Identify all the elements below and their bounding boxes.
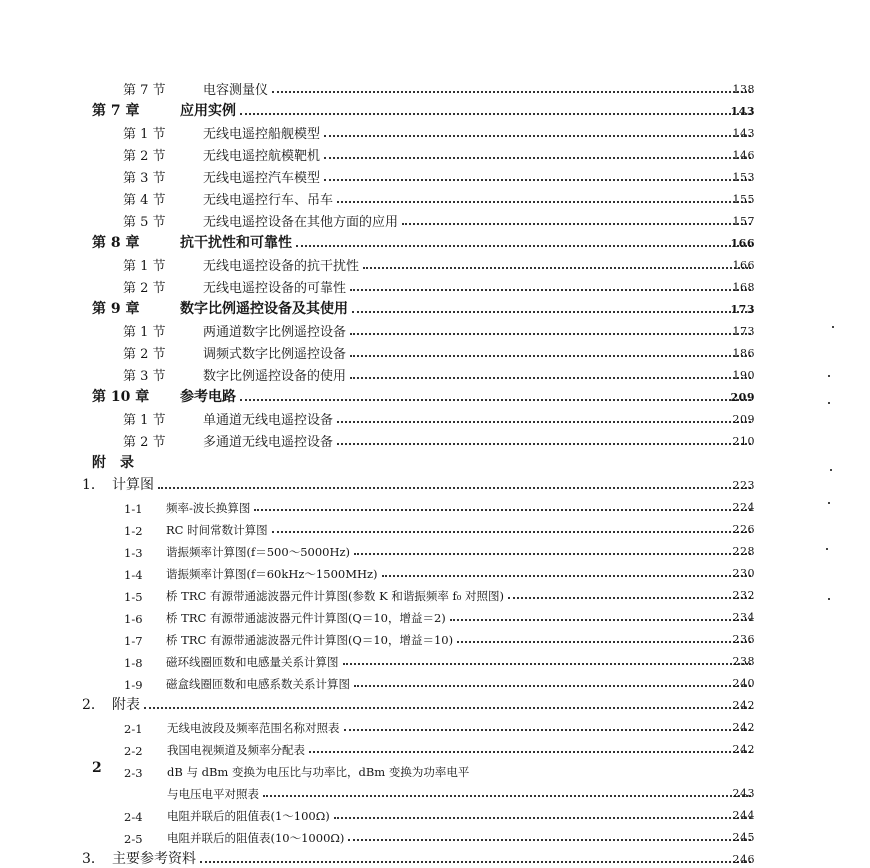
toc-row-section <box>0 186 870 208</box>
toc-entry-title: 抗干扰性和可靠性 <box>180 235 292 251</box>
toc-entry-label: 1-9 <box>124 678 143 692</box>
toc-row-section <box>0 428 870 450</box>
toc-entry-page: 223 <box>732 479 755 492</box>
toc-entry-title: 谐振频率计算图(f＝500～5000Hz) <box>166 545 351 559</box>
toc-entry-title: 参考电路 <box>180 389 236 405</box>
scan-speck <box>832 326 834 328</box>
toc-entry-page: 209 <box>732 413 755 426</box>
toc-row-item2 <box>0 714 870 736</box>
toc-entry-page: 155 <box>732 193 755 206</box>
toc-entry-label: 第 1 节 <box>123 325 166 340</box>
dot-leader <box>354 684 751 687</box>
toc-entry-label: 第 2 节 <box>123 149 166 164</box>
toc-entry-label: 第 4 节 <box>123 193 166 208</box>
toc-row-item2 <box>0 758 870 780</box>
toc-row-section <box>0 142 870 164</box>
toc-entry-page: 157 <box>732 215 755 228</box>
dot-leader <box>263 794 751 797</box>
dot-leader <box>350 354 751 357</box>
toc-row-item <box>0 494 870 516</box>
toc-entry-title: 电阻并联后的阻值表(10～1000Ω) <box>167 831 345 845</box>
dot-leader <box>382 574 751 577</box>
toc-row-item2 <box>0 736 870 758</box>
dot-leader <box>350 332 751 335</box>
scan-speck <box>830 469 832 471</box>
scan-speck <box>828 375 830 377</box>
toc-entry-title: 桥 TRC 有源带通滤波器元件计算图(Q＝10，增益＝2) <box>166 611 446 625</box>
dot-leader <box>337 420 751 423</box>
toc-entry-label: 1-2 <box>124 524 143 538</box>
dot-leader <box>457 640 751 643</box>
toc-entry-page: 143 <box>732 127 755 140</box>
toc-row-item <box>0 648 870 670</box>
toc-row-chapter <box>0 296 870 318</box>
toc-entry-label: 第 1 节 <box>123 413 166 428</box>
toc-entry-title: 无线电遥控船舰模型 <box>203 127 321 142</box>
toc-row-chapter <box>0 98 870 120</box>
toc-row-item <box>0 670 870 692</box>
toc-entry-label: 第 7 节 <box>123 83 166 98</box>
dot-leader <box>337 442 751 445</box>
toc-entry-label: 1． <box>82 477 105 493</box>
toc-row-item <box>0 538 870 560</box>
toc-entry-page: 236 <box>732 633 755 646</box>
dot-leader <box>272 90 751 93</box>
toc-entry-title: 数字比例遥控设备及其使用 <box>180 301 348 317</box>
toc-row-section <box>0 406 870 428</box>
toc-entry-title: 磁盒线圈匝数和电感系数关系计算图 <box>166 677 350 691</box>
toc-entry-label: 1-7 <box>124 634 143 648</box>
toc-entry-title: 频率-波长换算图 <box>166 501 251 515</box>
toc-row-section <box>0 120 870 142</box>
toc-entry-page: 209 <box>730 391 755 404</box>
dot-leader <box>240 398 751 401</box>
toc-row-section <box>0 318 870 340</box>
toc-row-part <box>0 472 870 494</box>
toc-entry-page: 173 <box>732 325 755 338</box>
toc-entry-title: 主要参考资料 <box>112 851 196 867</box>
toc-entry-page: 245 <box>732 831 755 844</box>
toc-entry-label: 第 1 节 <box>123 127 166 142</box>
toc-entry-label: 第 7 章 <box>92 103 140 119</box>
toc-entry-label: 第 5 节 <box>123 215 166 230</box>
toc-entry-page: 190 <box>732 369 755 382</box>
table-of-contents <box>0 76 870 868</box>
toc-entry-page: 166 <box>730 237 755 250</box>
toc-entry-page: 226 <box>732 523 755 536</box>
toc-entry-title: 无线电遥控航模靶机 <box>203 149 321 164</box>
toc-row-chapter <box>0 384 870 406</box>
dot-leader <box>240 112 751 115</box>
toc-entry-title: 应用实例 <box>180 103 236 119</box>
dot-leader <box>350 288 751 291</box>
toc-entry-title: 无线电遥控行车、吊车 <box>203 193 334 208</box>
toc-row-section <box>0 76 870 98</box>
toc-entry-label: 第 8 章 <box>92 235 140 251</box>
toc-entry-label: 1-6 <box>124 612 143 626</box>
toc-entry-label: 2-1 <box>124 722 143 736</box>
toc-entry-page: 242 <box>732 721 755 734</box>
toc-entry-page: 240 <box>732 677 755 690</box>
toc-entry-title: 两通道数字比例遥控设备 <box>203 325 347 340</box>
dot-leader <box>254 508 751 511</box>
toc-entry-title: 计算图 <box>112 477 154 493</box>
toc-row-item <box>0 516 870 538</box>
toc-entry-title: 我国电视频道及频率分配表 <box>167 743 305 757</box>
toc-entry-title: 无线电遥控设备的抗干扰性 <box>203 259 360 274</box>
toc-entry-page: 173 <box>730 303 755 316</box>
toc-entry-title: 与电压电平对照表 <box>167 787 259 801</box>
toc-entry-page: 166 <box>732 259 755 272</box>
page-number: 2 <box>92 760 102 776</box>
scan-speck <box>828 502 830 504</box>
toc-entry-label: 1-1 <box>124 502 143 516</box>
toc-row-item2 <box>0 824 870 846</box>
dot-leader <box>272 530 751 533</box>
toc-entry-page: 143 <box>730 105 755 118</box>
toc-entry-label: 第 9 章 <box>92 301 140 317</box>
toc-entry-title: 无线电遥控设备的可靠性 <box>203 281 347 296</box>
dot-leader <box>450 618 751 621</box>
dot-leader <box>343 662 752 665</box>
toc-entry-page: 230 <box>732 567 755 580</box>
toc-row-part <box>0 692 870 714</box>
toc-entry-title: RC 时间常数计算图 <box>166 523 268 537</box>
toc-entry-page: 246 <box>732 853 755 866</box>
toc-entry-page: 146 <box>732 149 755 162</box>
toc-entry-title: 电阻并联后的阻值表(1～100Ω) <box>167 809 330 823</box>
dot-leader <box>344 728 752 731</box>
toc-row-chapter <box>0 230 870 252</box>
toc-entry-label: 2-4 <box>124 810 143 824</box>
toc-row-section <box>0 340 870 362</box>
toc-entry-label: 2． <box>82 697 105 713</box>
toc-row-item <box>0 560 870 582</box>
toc-entry-title: 谐振频率计算图(f＝60kHz～1500MHz) <box>166 567 378 581</box>
toc-entry-label: 第 3 节 <box>123 369 166 384</box>
toc-entry-label: 1-4 <box>124 568 143 582</box>
dot-leader <box>324 134 751 137</box>
toc-entry-page: 244 <box>732 809 755 822</box>
toc-entry-page: 232 <box>732 589 755 602</box>
toc-row-part <box>0 846 870 868</box>
toc-entry-label: 2-3 <box>124 766 143 780</box>
toc-row-section <box>0 362 870 384</box>
scan-speck <box>828 598 830 600</box>
toc-row-section <box>0 274 870 296</box>
scan-speck <box>828 402 830 404</box>
toc-entry-title: 无线电遥控汽车模型 <box>203 171 321 186</box>
dot-leader <box>324 178 751 181</box>
dot-leader <box>334 816 751 819</box>
toc-row-section <box>0 208 870 230</box>
toc-row-section <box>0 164 870 186</box>
toc-entry-page: 234 <box>732 611 755 624</box>
toc-entry-page: 243 <box>732 787 755 800</box>
toc-entry-label: 第 2 节 <box>123 281 166 296</box>
toc-entry-label: 第 1 节 <box>123 259 166 274</box>
toc-entry-label: 第 2 节 <box>123 347 166 362</box>
toc-entry-title: 无线电波段及频率范围名称对照表 <box>167 721 340 735</box>
toc-row-item2 <box>0 802 870 824</box>
toc-entry-page: 242 <box>732 699 755 712</box>
dot-leader <box>158 486 751 489</box>
toc-entry-title: 桥 TRC 有源带通滤波器元件计算图(Q＝10，增益＝10) <box>166 633 454 647</box>
toc-row-cont <box>0 780 870 802</box>
dot-leader <box>352 310 751 313</box>
toc-entry-label: 2-2 <box>124 744 143 758</box>
dot-leader <box>402 222 751 225</box>
toc-entry-title: dB 与 dBm 变换为电压比与功率比，dBm 变换为功率电平 <box>167 765 470 779</box>
dot-leader <box>348 838 751 841</box>
toc-entry-page: 242 <box>732 743 755 756</box>
toc-entry-title: 多通道无线电遥控设备 <box>203 435 334 450</box>
toc-row-item <box>0 604 870 626</box>
dot-leader <box>354 552 751 555</box>
dot-leader <box>309 750 751 753</box>
toc-entry-label: 第 10 章 <box>92 389 150 405</box>
toc-entry-label: 1-5 <box>124 590 143 604</box>
dot-leader <box>200 860 751 863</box>
toc-entry-title: 附表 <box>112 697 140 713</box>
toc-row-section <box>0 252 870 274</box>
toc-row-item <box>0 626 870 648</box>
toc-entry-title: 电容测量仪 <box>203 83 269 98</box>
toc-entry-title: 调频式数字比例遥控设备 <box>203 347 347 362</box>
toc-entry-label: 1-3 <box>124 546 143 560</box>
dot-leader <box>350 376 751 379</box>
dot-leader <box>508 596 751 599</box>
toc-entry-label: 3． <box>82 851 105 867</box>
toc-entry-label: 2-5 <box>124 832 143 846</box>
toc-entry-page: 238 <box>732 655 755 668</box>
dot-leader <box>363 266 751 269</box>
toc-entry-page: 228 <box>732 545 755 558</box>
toc-entry-label: 第 2 节 <box>123 435 166 450</box>
toc-row-head <box>0 450 870 472</box>
toc-entry-title: 无线电遥控设备在其他方面的应用 <box>203 215 399 230</box>
toc-entry-title: 附 录 <box>92 455 134 471</box>
toc-entry-title: 磁环线圈匝数和电感量关系计算图 <box>166 655 339 669</box>
dot-leader <box>144 706 751 709</box>
toc-entry-title: 桥 TRC 有源带通滤波器元件计算图(参数 K 和谐振频率 f₀ 对照图) <box>166 589 504 603</box>
toc-entry-title: 数字比例遥控设备的使用 <box>203 369 347 384</box>
dot-leader <box>324 156 751 159</box>
toc-entry-label: 第 3 节 <box>123 171 166 186</box>
dot-leader <box>337 200 751 203</box>
toc-entry-page: 153 <box>732 171 755 184</box>
toc-row-item <box>0 582 870 604</box>
dot-leader <box>296 244 751 247</box>
toc-entry-page: 168 <box>732 281 755 294</box>
toc-entry-page: 186 <box>732 347 755 360</box>
toc-entry-page: 210 <box>732 435 755 448</box>
toc-entry-page: 138 <box>732 83 755 96</box>
toc-entry-title: 单通道无线电遥控设备 <box>203 413 334 428</box>
toc-entry-page: 224 <box>732 501 755 514</box>
toc-entry-label: 1-8 <box>124 656 143 670</box>
scan-speck <box>826 548 828 550</box>
